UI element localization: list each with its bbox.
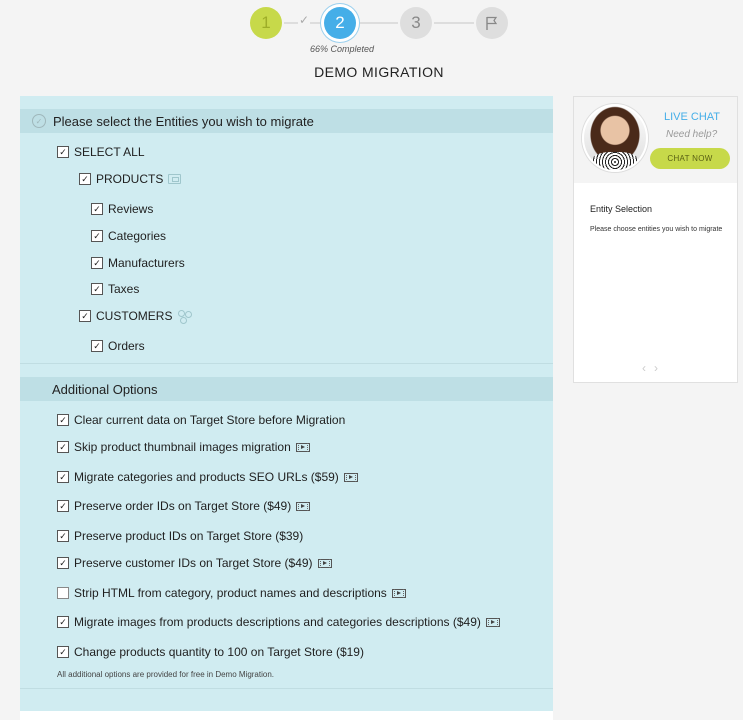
taxes-checkbox[interactable] bbox=[91, 282, 139, 296]
products-label: PRODUCTS bbox=[96, 172, 164, 186]
page-title: DEMO MIGRATION bbox=[314, 64, 444, 80]
entities-heading: Please select the Entities you wish to migrate bbox=[53, 113, 314, 129]
info-pager bbox=[642, 361, 666, 375]
live-chat-widget bbox=[574, 97, 737, 183]
check-circle-icon: ✓ bbox=[32, 114, 46, 128]
option-label: Migrate images from products descriptions and categories descriptions ($49) bbox=[74, 615, 481, 629]
manufacturers-label: Manufacturers bbox=[108, 256, 185, 270]
option-label: Migrate categories and products SEO URLs ($59) bbox=[74, 470, 339, 484]
checkbox[interactable]: ✓ bbox=[57, 616, 69, 628]
step-finish[interactable] bbox=[476, 7, 508, 39]
reviews-checkbox[interactable] bbox=[91, 202, 153, 216]
info-text: Please choose entities you wish to migrate bbox=[590, 226, 723, 233]
flag-icon bbox=[484, 15, 500, 31]
option-label: Strip HTML from category, product names and descriptions bbox=[74, 586, 387, 600]
option-change-quantity[interactable] bbox=[57, 645, 364, 659]
option-label: Preserve customer IDs on Target Store ($49) bbox=[74, 556, 313, 570]
option-preserve-customer-ids[interactable] bbox=[57, 556, 332, 570]
checkbox[interactable]: ✓ bbox=[91, 203, 103, 215]
chat-now-button[interactable]: CHAT NOW bbox=[650, 148, 730, 169]
video-icon[interactable] bbox=[344, 473, 358, 482]
option-clear-data[interactable] bbox=[57, 413, 345, 427]
option-label: Skip product thumbnail images migration bbox=[74, 440, 291, 454]
checkbox[interactable]: ✓ bbox=[91, 257, 103, 269]
need-help-text: Need help? bbox=[666, 129, 718, 140]
video-icon[interactable] bbox=[318, 559, 332, 568]
people-icon bbox=[177, 310, 193, 322]
customers-label: CUSTOMERS bbox=[96, 309, 173, 323]
free-options-note: All additional options are provided for free in Demo Migration. bbox=[57, 670, 275, 679]
checkbox[interactable]: ✓ bbox=[57, 500, 69, 512]
orders-label: Orders bbox=[108, 339, 145, 353]
next-arrow-icon[interactable]: › bbox=[654, 361, 666, 375]
checkbox[interactable]: ✓ bbox=[57, 441, 69, 453]
entities-section-header bbox=[20, 109, 553, 133]
option-label: Change products quantity to 100 on Target Store ($19) bbox=[74, 645, 364, 659]
option-label: Preserve product IDs on Target Store ($39) bbox=[74, 529, 304, 543]
checkbox[interactable]: ✓ bbox=[57, 471, 69, 483]
checkbox[interactable]: ✓ bbox=[91, 230, 103, 242]
checkbox[interactable]: ✓ bbox=[57, 557, 69, 569]
checkbox[interactable]: ✓ bbox=[79, 173, 91, 185]
option-label: Preserve order IDs on Target Store ($49) bbox=[74, 499, 292, 513]
section-divider bbox=[20, 363, 553, 364]
step-1[interactable]: 1 bbox=[250, 7, 282, 39]
option-seo-urls[interactable] bbox=[57, 470, 358, 484]
checkbox[interactable]: ✓ bbox=[91, 283, 103, 295]
video-icon[interactable] bbox=[392, 589, 406, 598]
additional-options-heading: Additional Options bbox=[52, 381, 158, 397]
prev-arrow-icon[interactable]: ‹ bbox=[642, 361, 654, 375]
option-label: Clear current data on Target Store before Migration bbox=[74, 413, 346, 427]
live-chat-title: LIVE CHAT bbox=[664, 111, 721, 123]
step-connector bbox=[360, 22, 398, 24]
section-divider bbox=[20, 688, 553, 689]
select-all-checkbox[interactable] bbox=[57, 145, 145, 159]
categories-checkbox[interactable] bbox=[91, 229, 166, 243]
support-agent-avatar bbox=[582, 104, 648, 172]
help-card bbox=[573, 96, 738, 383]
additional-options-header bbox=[20, 377, 553, 401]
video-icon[interactable] bbox=[486, 618, 500, 627]
reviews-label: Reviews bbox=[108, 202, 154, 216]
checkbox[interactable]: ✓ bbox=[57, 530, 69, 542]
option-skip-thumbnails[interactable] bbox=[57, 440, 310, 454]
progress-stepper bbox=[0, 0, 743, 60]
checkbox[interactable]: ✓ bbox=[57, 414, 69, 426]
orders-checkbox[interactable] bbox=[91, 339, 145, 353]
video-icon[interactable] bbox=[296, 443, 310, 452]
categories-label: Categories bbox=[108, 229, 167, 243]
option-preserve-order-ids[interactable] bbox=[57, 499, 310, 513]
taxes-label: Taxes bbox=[108, 282, 140, 296]
video-icon[interactable] bbox=[296, 502, 310, 511]
progress-label: 66% Completed bbox=[309, 44, 375, 54]
option-strip-html[interactable] bbox=[57, 586, 406, 600]
checkbox[interactable]: ✓ bbox=[79, 310, 91, 322]
info-title: Entity Selection bbox=[590, 204, 653, 214]
customers-checkbox[interactable] bbox=[79, 309, 193, 323]
box-icon bbox=[168, 174, 181, 184]
panel-footer bbox=[20, 711, 553, 720]
connector-check-icon: ✓ bbox=[299, 13, 310, 27]
manufacturers-checkbox[interactable] bbox=[91, 256, 185, 270]
checkbox[interactable]: ✓ bbox=[57, 146, 69, 158]
select-all-label: SELECT ALL bbox=[74, 145, 145, 159]
migration-options-panel bbox=[20, 96, 553, 720]
checkbox[interactable]: ✓ bbox=[91, 340, 103, 352]
step-3[interactable]: 3 bbox=[400, 7, 432, 39]
products-checkbox[interactable] bbox=[79, 172, 181, 186]
option-preserve-product-ids[interactable] bbox=[57, 529, 303, 543]
step-2-current[interactable]: 2 bbox=[324, 7, 356, 39]
step-connector bbox=[434, 22, 474, 24]
checkbox[interactable]: ✓ bbox=[57, 646, 69, 658]
option-migrate-description-images[interactable] bbox=[57, 615, 500, 629]
checkbox-unchecked[interactable] bbox=[57, 587, 69, 599]
